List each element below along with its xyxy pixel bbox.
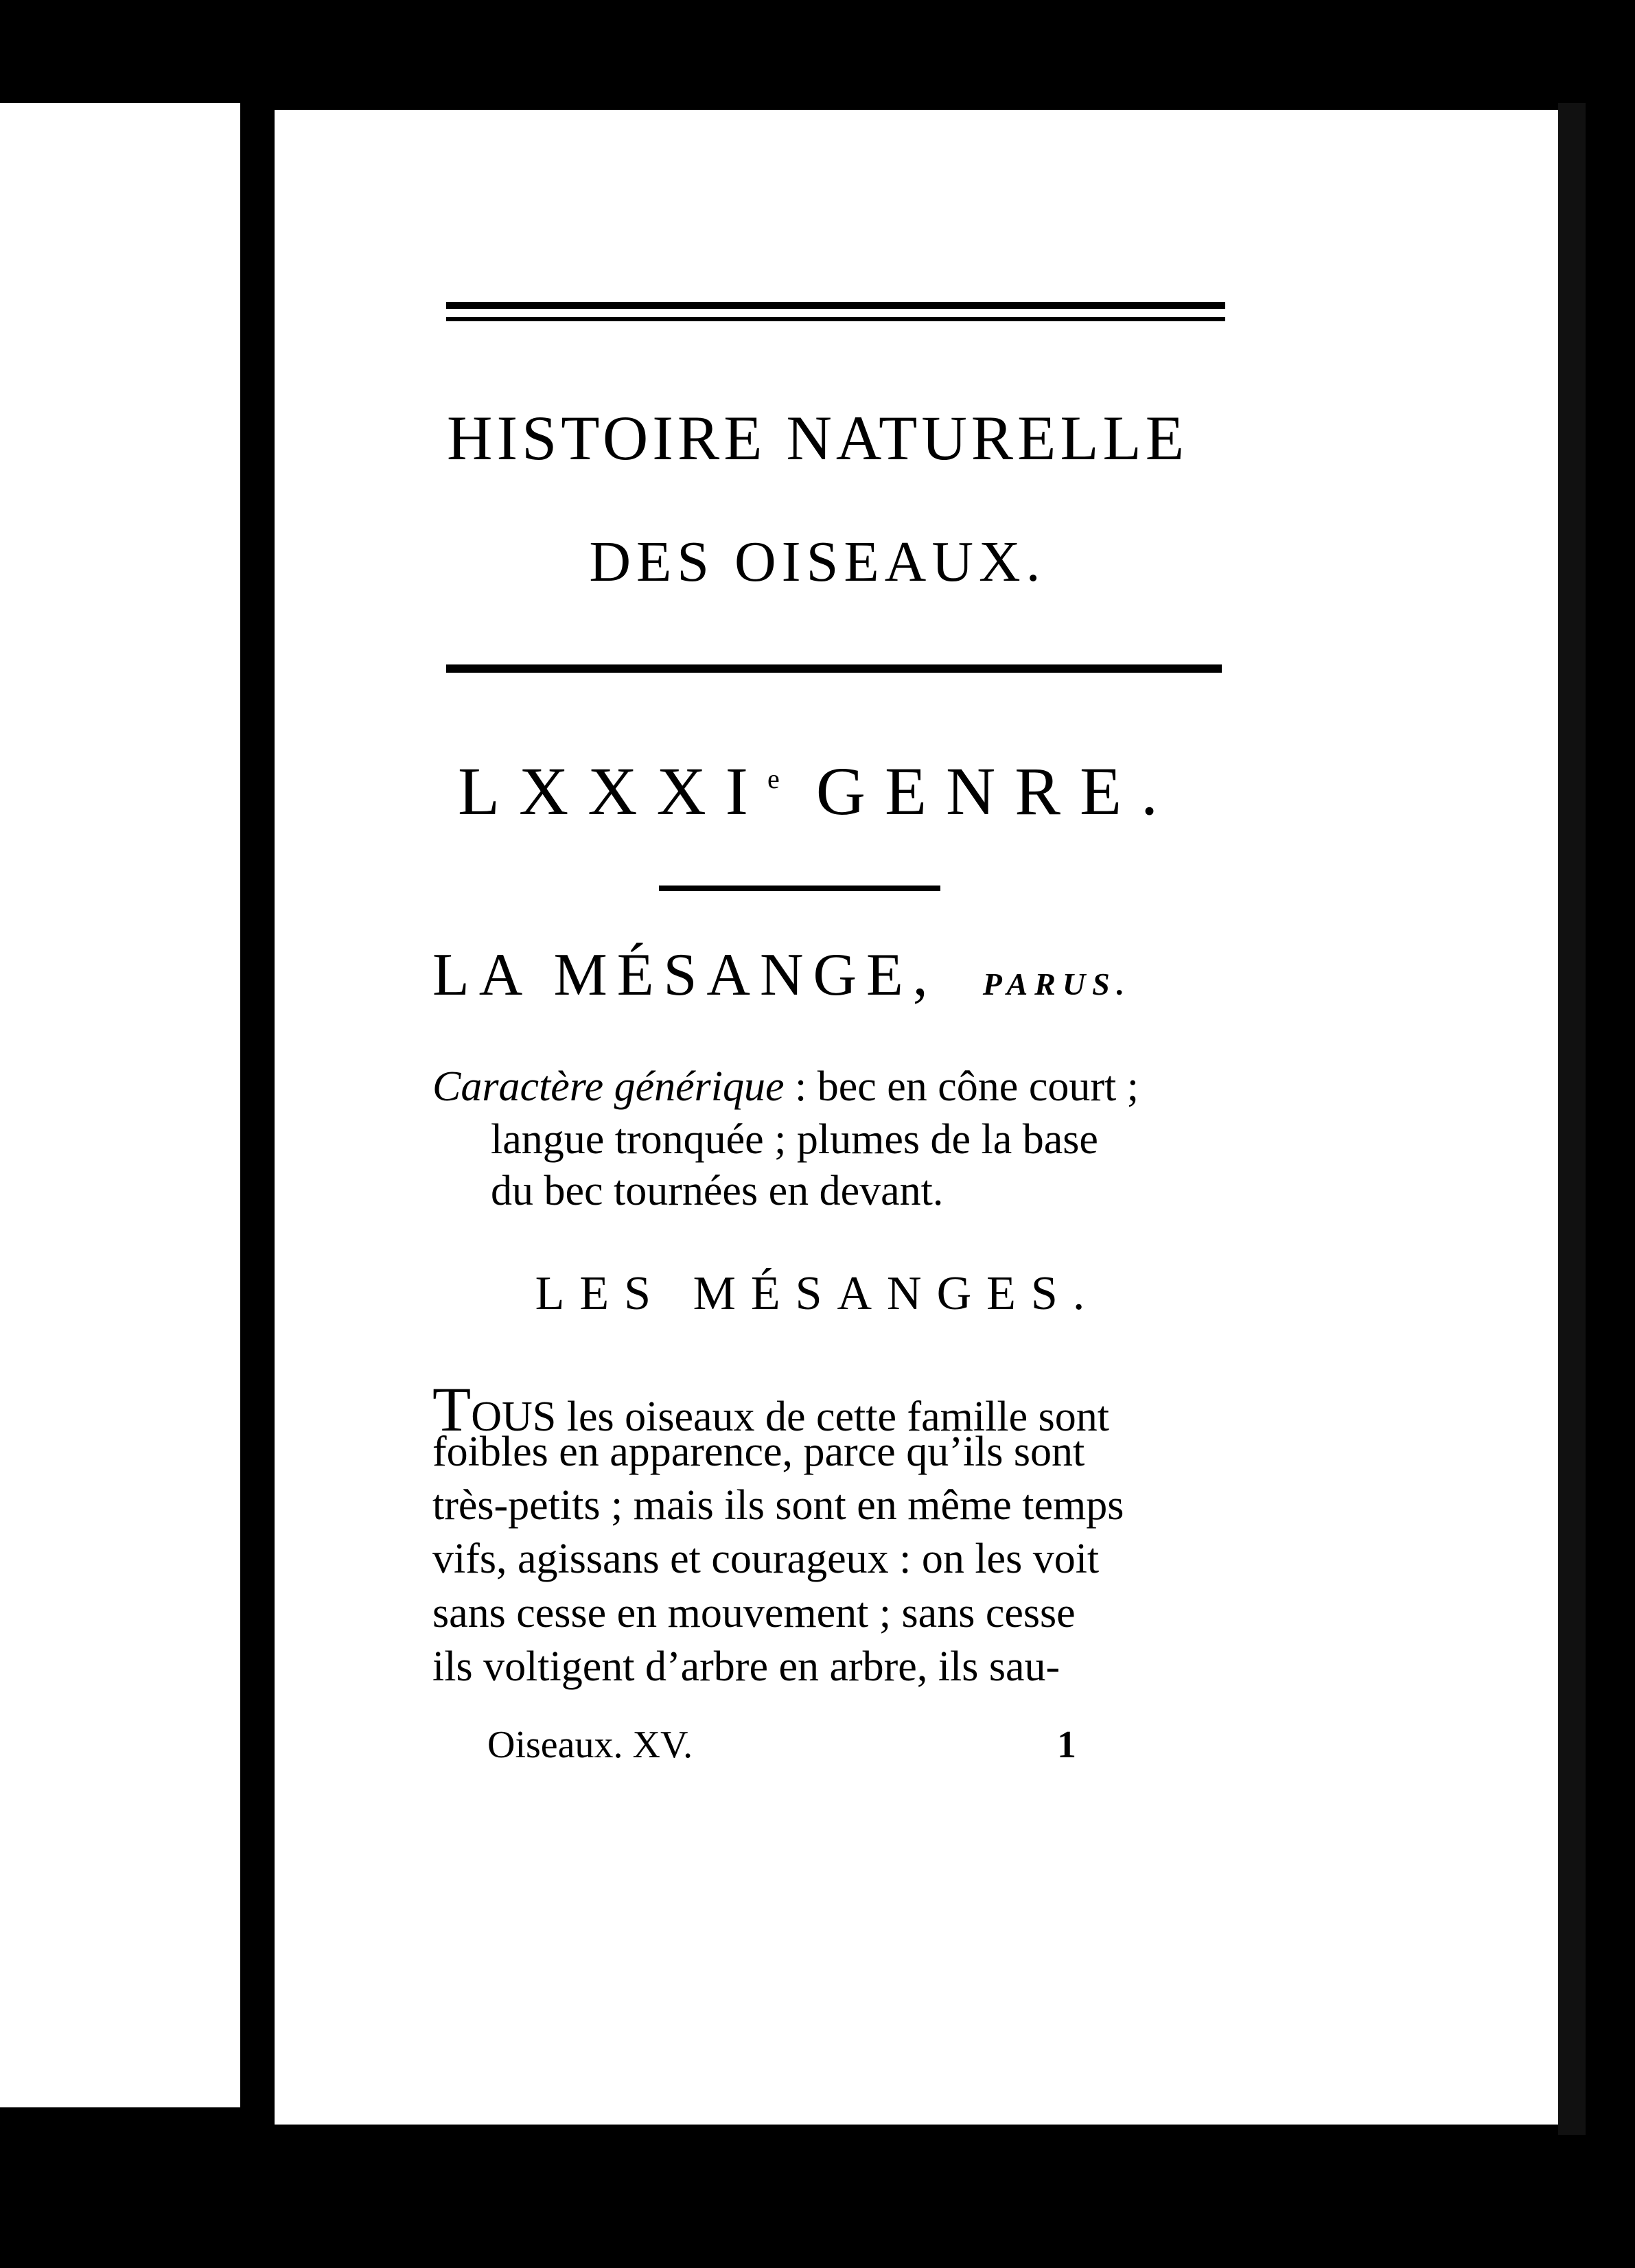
drop-cap: T — [432, 1374, 472, 1444]
species-heading — [432, 940, 1131, 1010]
genre-number: LXXXI — [457, 753, 767, 829]
character-line-3: du bec tournées en devant. — [491, 1168, 944, 1214]
title-rule — [446, 664, 1222, 673]
body-line-3: très-petits ; mais ils sont en même temps — [432, 1482, 1124, 1529]
genre-superscript: e — [767, 763, 780, 794]
species-latin: PARUS. — [982, 967, 1132, 1002]
character-line-1 — [432, 1063, 1222, 1111]
body-line-6: ils voltigent d’arbre en arbre, ils sau- — [432, 1643, 1060, 1690]
title-line-2: DES OISEAUX. — [589, 530, 1046, 594]
body-line-2: foibles en apparence, parce qu’ils sont — [432, 1428, 1085, 1475]
character-label: Caractère générique — [432, 1063, 785, 1110]
genre-heading — [0, 752, 1635, 831]
body-line-4: vifs, agissans et courageux : on les voit — [432, 1536, 1100, 1582]
species-name: LA MÉSANGE, — [432, 942, 938, 1008]
character-line-1-rest: : bec en cône court ; — [795, 1063, 1139, 1110]
genre-rule — [659, 886, 940, 891]
body-line-5: sans cesse en mouvement ; sans cesse — [432, 1590, 1076, 1636]
subheading: LES MÉSANGES. — [535, 1267, 1100, 1320]
character-line-2: langue tronquée ; plumes de la base — [491, 1116, 1098, 1163]
genre-word: GENRE. — [815, 753, 1178, 829]
title-line-1: HISTOIRE NATURELLE — [447, 403, 1188, 473]
signature-mark: 1 — [1057, 1724, 1076, 1766]
body-line-1-rest: OUS les oiseaux de cette famille sont — [471, 1393, 1109, 1440]
footer-volume: Oiseaux. XV. — [487, 1724, 693, 1766]
